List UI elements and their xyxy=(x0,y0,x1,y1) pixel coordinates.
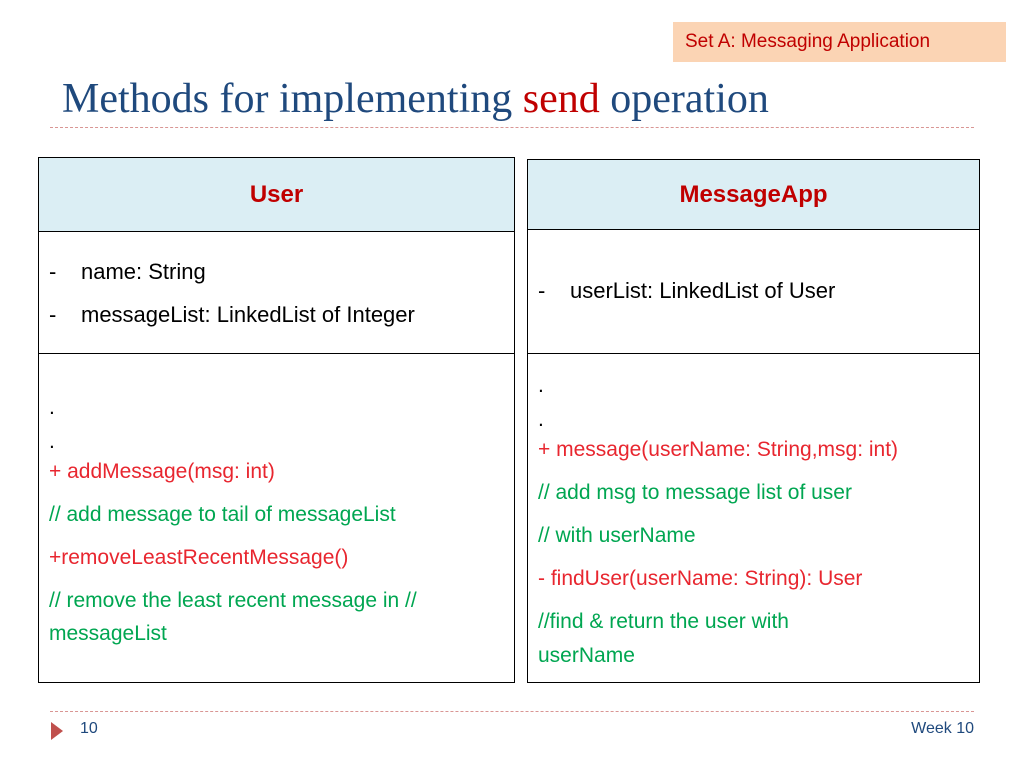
attribute-marker: - xyxy=(49,259,57,284)
operation-find-user: - findUser(userName: String): User xyxy=(538,567,863,590)
user-class-operations xyxy=(39,354,514,682)
attribute-text: messageList: LinkedList of Integer xyxy=(81,302,415,327)
operation-comment: userName xyxy=(538,644,635,667)
attribute-line xyxy=(49,259,206,285)
operation-message: + message(userName: String,msg: int) xyxy=(538,438,899,461)
operation-ellipsis: . xyxy=(538,408,544,431)
title-before: Methods for implementing xyxy=(62,76,523,122)
title-accent: send xyxy=(522,76,600,122)
attribute-marker: - xyxy=(538,278,546,303)
messageapp-class-attributes xyxy=(528,230,979,354)
operation-comment: // add message to tail of messageList xyxy=(49,503,396,526)
top-divider xyxy=(50,127,974,128)
attribute-text: name: String xyxy=(81,259,206,284)
operation-add-message: + addMessage(msg: int) xyxy=(49,460,275,483)
operation-comment: messageList xyxy=(49,622,167,645)
title-after: operation xyxy=(599,76,769,122)
user-class-attributes xyxy=(39,232,514,354)
messageapp-class-name: MessageApp xyxy=(528,160,979,230)
operation-ellipsis: . xyxy=(49,396,55,419)
user-class-name: User xyxy=(39,158,514,232)
user-class-box xyxy=(38,157,515,683)
operation-comment: // add msg to message list of user xyxy=(538,481,852,504)
operation-ellipsis: . xyxy=(49,430,55,453)
operation-comment: // remove the least recent message in // xyxy=(49,589,417,612)
slide-title xyxy=(62,74,769,124)
operation-remove-least-recent: +removeLeastRecentMessage() xyxy=(49,546,349,569)
page-number: 10 xyxy=(80,720,98,737)
attribute-line xyxy=(538,278,835,304)
messageapp-class-operations xyxy=(528,354,979,682)
attribute-marker: - xyxy=(49,302,57,327)
set-label: Set A: Messaging Application xyxy=(673,22,1006,62)
attribute-text: userList: LinkedList of User xyxy=(570,278,836,303)
bottom-divider xyxy=(50,711,974,712)
operation-comment: //find & return the user with xyxy=(538,610,789,633)
attribute-line xyxy=(49,302,415,328)
week-label: Week 10 xyxy=(911,720,974,737)
play-arrow-icon xyxy=(51,722,63,740)
messageapp-class-box xyxy=(527,159,980,683)
operation-ellipsis: . xyxy=(538,374,544,397)
operation-comment: // with userName xyxy=(538,524,696,547)
